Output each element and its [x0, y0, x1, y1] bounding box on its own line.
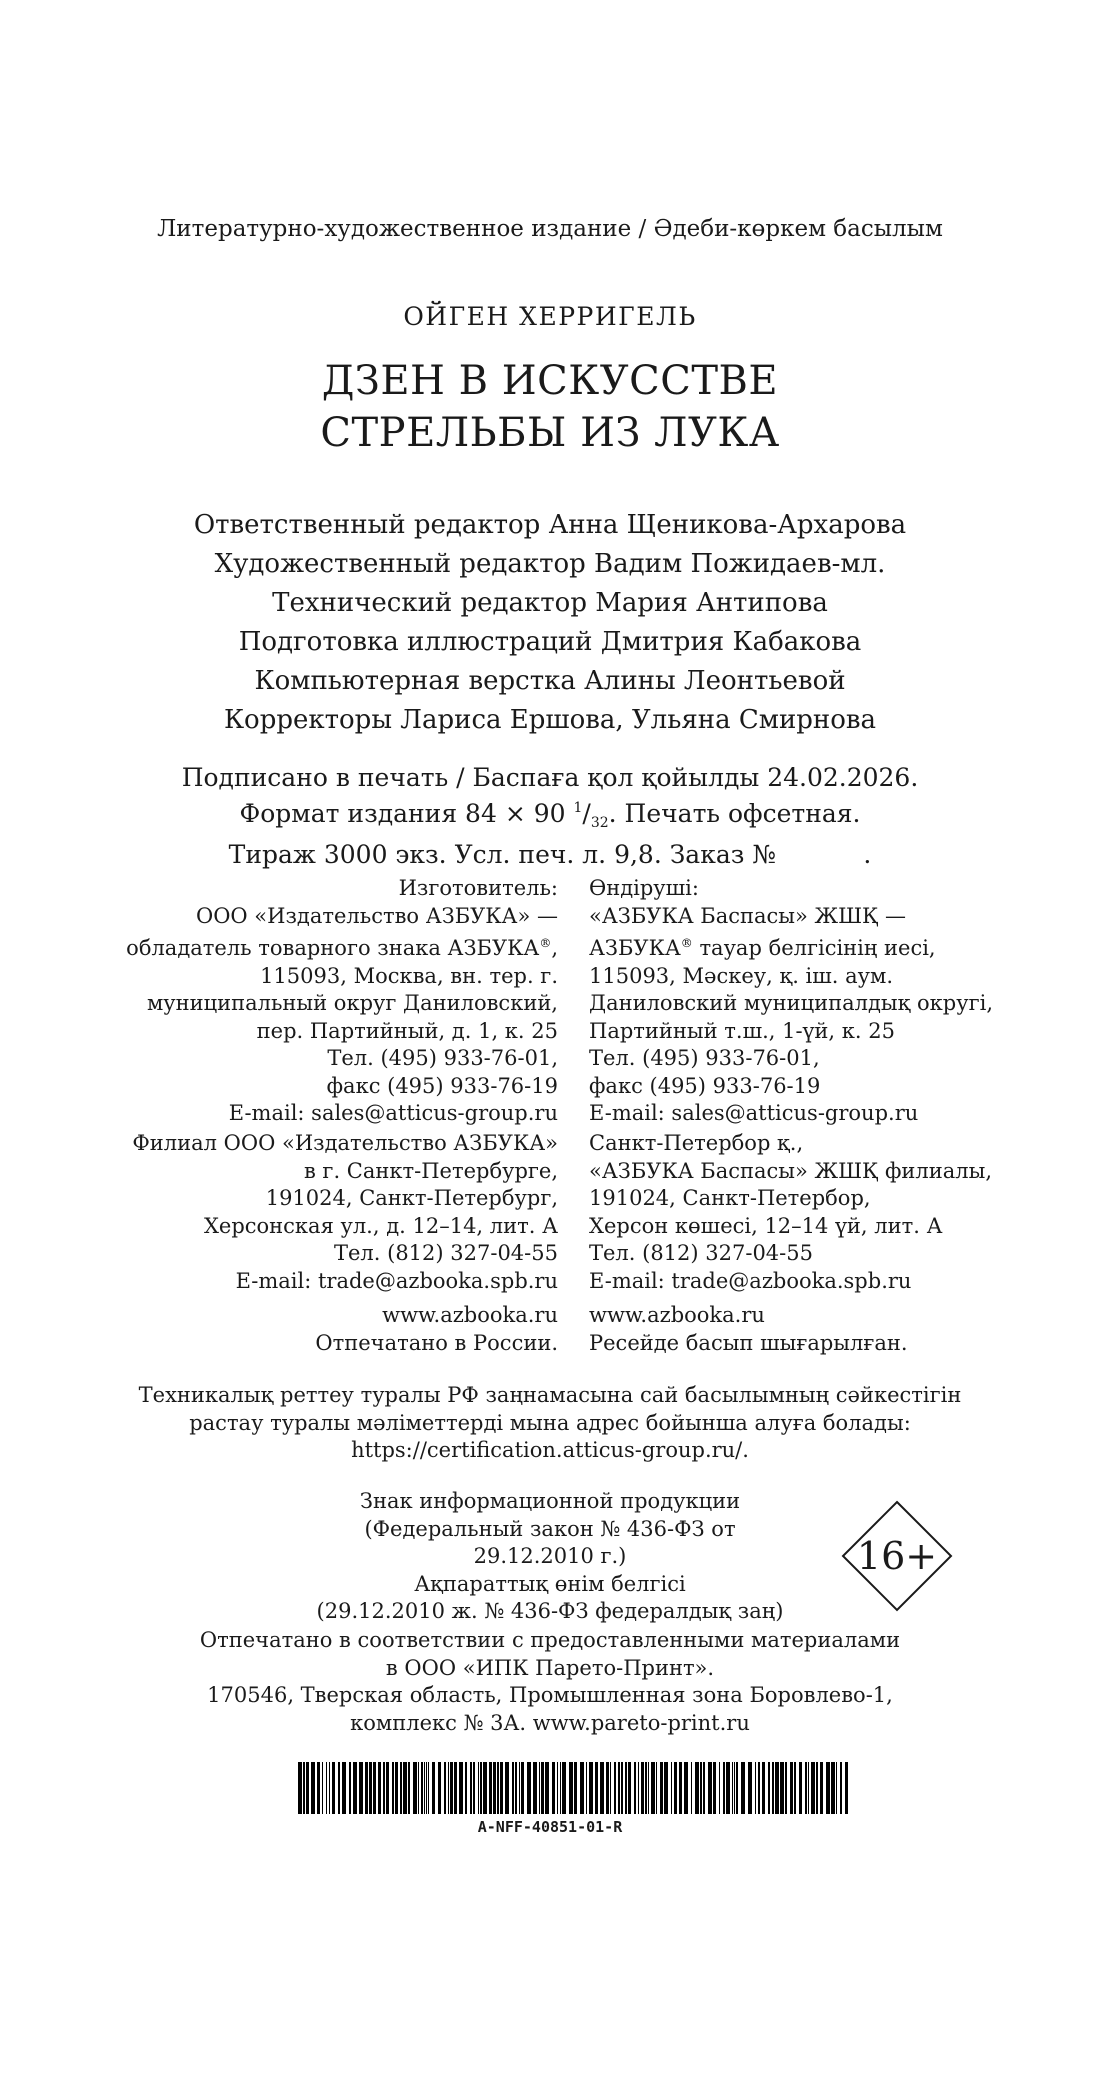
manufacturer-line: Партийный т.ш., 1-үй, к. 25 — [589, 1018, 895, 1043]
manufacturer-line: Тел. (495) 933-76-01, — [327, 1046, 558, 1070]
printed-in-line: Ресейде басып шығарылған. — [589, 1330, 908, 1355]
barcode-bar — [386, 1762, 389, 1814]
barcode-bar — [480, 1762, 482, 1814]
barcode-bar — [473, 1762, 475, 1814]
barcode-bar — [428, 1762, 429, 1814]
barcode-bar — [332, 1762, 335, 1814]
barcode-bar — [444, 1762, 446, 1814]
barcode-bar — [700, 1762, 702, 1814]
barcode-bar — [521, 1762, 524, 1814]
barcode-bar — [424, 1762, 425, 1814]
barcode-bar — [634, 1762, 636, 1814]
barcode-bar — [413, 1762, 417, 1814]
info-product-sign-text — [310, 1488, 790, 1626]
barcode-bar — [326, 1762, 327, 1814]
branch-line: «АЗБУКА Баспасы» ЖШҚ филиалы, — [589, 1158, 993, 1183]
barcode-bar — [519, 1762, 520, 1814]
barcode-bar — [545, 1762, 549, 1814]
barcode-bar — [772, 1762, 774, 1814]
barcode-bar — [826, 1762, 830, 1814]
manufacturer-kz — [589, 875, 993, 1128]
barcode-bar — [732, 1762, 733, 1814]
info-sign-line: (29.12.2010 ж. № 436-ФЗ федералдық заң) — [316, 1599, 784, 1623]
info-sign-line: Знак информационной продукции — [359, 1489, 741, 1513]
barcode-bar — [660, 1762, 663, 1814]
barcode-bar — [426, 1762, 427, 1814]
manufacturer-line: E-mail: sales@atticus-group.ru — [228, 1101, 558, 1125]
barcode-bar — [775, 1762, 779, 1814]
barcode-bar — [478, 1762, 479, 1814]
barcode-bar — [790, 1762, 793, 1814]
barcode-bar — [365, 1762, 368, 1814]
barcode-bar — [648, 1762, 649, 1814]
book-title — [0, 355, 1100, 459]
manufacturer-line: Өндіруші: — [589, 876, 699, 900]
barcode-bar — [539, 1762, 540, 1814]
manufacturer-line: муниципальный округ Даниловский, — [146, 991, 558, 1015]
barcode-bar — [418, 1762, 419, 1814]
barcode-bar — [610, 1762, 611, 1814]
printed-by-line: 170546, Тверская область, Промышленная зона Боровлево-1, — [207, 1683, 893, 1707]
barcode-bar — [512, 1762, 514, 1814]
manufacturer-line: 115093, Мәскеу, қ. іш. аум. — [589, 963, 894, 988]
barcode-bar — [762, 1762, 765, 1814]
barcode-bar — [557, 1762, 558, 1814]
barcode-bar — [840, 1762, 842, 1814]
barcode-bar — [628, 1762, 631, 1814]
barcode-bar — [664, 1762, 668, 1814]
barcode-bar — [723, 1762, 725, 1814]
staff-line: Компьютерная верстка Алины Леонтьевой — [254, 666, 846, 696]
barcode-bar — [395, 1762, 398, 1814]
barcode-bar — [373, 1762, 376, 1814]
barcode-bar — [569, 1762, 573, 1814]
barcode-bar — [369, 1762, 372, 1814]
branch-line: E-mail: trade@azbooka.spb.ru — [235, 1268, 558, 1293]
barcode-bar — [303, 1762, 305, 1814]
barcode-bar — [562, 1762, 566, 1814]
barcode-bar — [811, 1762, 815, 1814]
barcode-bar — [359, 1762, 363, 1814]
barcode-bar — [719, 1762, 720, 1814]
manufacturer-line: факс (495) 933-76-19 — [326, 1073, 558, 1098]
barcode-bar — [808, 1762, 809, 1814]
barcode-bar — [448, 1762, 449, 1814]
branch-line: E-mail: trade@azbooka.spb.ru — [589, 1268, 912, 1293]
barcode-bar — [392, 1762, 394, 1814]
barcode-bar — [515, 1762, 517, 1814]
printed-by-line: комплекс № 3А. www.pareto-print.ru — [350, 1710, 750, 1735]
print-info — [0, 762, 1100, 870]
branch-line: Санкт-Петербор қ., — [589, 1131, 804, 1155]
barcode-bar — [552, 1762, 555, 1814]
staff-line: Технический редактор Мария Антипова — [272, 588, 828, 618]
format-denominator: 32 — [590, 815, 609, 831]
site-kz — [589, 1302, 908, 1357]
barcode-bar — [679, 1762, 682, 1814]
print-run: Тираж 3000 экз. Усл. печ. л. 9,8. Заказ № . — [228, 840, 872, 869]
barcode-bar — [713, 1762, 716, 1814]
age-rating-badge — [841, 1500, 953, 1612]
manufacturer-line: АЗБУКА® тауар белгісінің иесі, — [589, 936, 936, 960]
info-sign-line: (Федеральный закон № 436-ФЗ от 29.12.2010 г.) — [364, 1516, 736, 1568]
format-print-type: . Печать офсетная. — [608, 799, 861, 828]
barcode-bar — [454, 1762, 457, 1814]
website-link[interactable]: www.azbooka.ru — [382, 1303, 558, 1327]
branch-line: Херсонская ул., д. 12–14, лит. А — [203, 1213, 558, 1238]
manufacturer-line: Изготовитель: — [398, 876, 558, 900]
manufacturer-ru — [126, 875, 558, 1128]
staff-line: Художественный редактор Вадим Пожидаев-мл. — [214, 549, 886, 579]
staff-line: Ответственный редактор Анна Щеникова-Архарова — [193, 510, 907, 540]
barcode-bar — [383, 1762, 385, 1814]
branch-line: в г. Санкт-Петербурге, — [303, 1158, 558, 1183]
barcode-bar — [645, 1762, 647, 1814]
signed-to-print: Подписано в печать / Баспаға қол қойылды 24.02.2026. — [181, 763, 919, 792]
barcode-bar — [695, 1762, 699, 1814]
book-title-line: ДЗЕН В ИСКУССТВЕ — [321, 358, 779, 404]
manufacturer-line: 115093, Москва, вн. тер. г. — [260, 963, 558, 988]
barcode-bar — [317, 1762, 320, 1814]
barcode-bar — [656, 1762, 657, 1814]
branch-line: 191024, Санкт-Петербург, — [265, 1186, 558, 1210]
barcode-bar — [726, 1762, 730, 1814]
barcode-bar — [450, 1762, 453, 1814]
publication-genre: Литературно-художественное издание / Әдеби-көркем басылым — [157, 216, 943, 242]
barcode-bar — [748, 1762, 752, 1814]
printed-by-line: в ООО «ИПК Парето-Принт». — [385, 1655, 715, 1680]
barcode-bar — [831, 1762, 835, 1814]
barcode-bar — [671, 1762, 672, 1814]
barcode-bar — [459, 1762, 463, 1814]
barcode-bar — [816, 1762, 818, 1814]
barcode-bar — [589, 1762, 593, 1814]
barcode-bar — [768, 1762, 770, 1814]
manufacturer-line: обладатель товарного знака АЗБУКА®, — [126, 936, 558, 960]
book-author: ОЙГЕН ХЕРРИГЕЛЬ — [403, 302, 697, 331]
branch-kz — [589, 1130, 992, 1295]
barcode-bar — [618, 1762, 620, 1814]
barcode-bar — [403, 1762, 407, 1814]
tech-regulation-line: Техникалық реттеу туралы РФ заңнамасына сай басылымның сәйкестігін — [138, 1383, 962, 1407]
barcode-bar — [580, 1762, 584, 1814]
printed-by-line: Отпечатано в соответствии с предоставленными материалами — [199, 1628, 901, 1652]
barcode-bar — [342, 1762, 346, 1814]
barcode-bar — [541, 1762, 544, 1814]
manufacturer-line: Тел. (495) 933-76-01, — [589, 1046, 820, 1070]
barcode-bar — [527, 1762, 531, 1814]
manufacturer-line: Даниловский муниципалдық округі, — [589, 991, 993, 1015]
branch-line: Тел. (812) 327-04-55 — [334, 1241, 558, 1265]
website-link[interactable]: www.azbooka.ru — [589, 1303, 765, 1327]
barcode-bar — [703, 1762, 705, 1814]
barcode-bar — [845, 1762, 848, 1814]
barcode-bar — [684, 1762, 688, 1814]
branch-line: Филиал ООО «Издательство АЗБУКА» — [132, 1131, 558, 1155]
editorial-staff — [0, 506, 1100, 740]
book-title-line: СТРЕЛЬБЫ ИЗ ЛУКА — [320, 410, 780, 456]
barcode-bar — [638, 1762, 639, 1814]
barcode-bar — [465, 1762, 467, 1814]
barcode-bar — [298, 1762, 302, 1814]
barcode-bar — [799, 1762, 802, 1814]
barcode-bar — [322, 1762, 323, 1814]
barcode-bar — [438, 1762, 441, 1814]
barcode-bar — [306, 1762, 309, 1814]
info-sign-line: Ақпараттық өнім белгісі — [414, 1571, 686, 1596]
barcode-bar — [736, 1762, 738, 1814]
branch-line: Херсон көшесі, 12–14 үй, лит. А — [589, 1213, 943, 1238]
format-line: Формат издания 84 × 90 $^1/_{32}$. Печать офсетная. — [239, 799, 861, 831]
barcode-bar — [421, 1762, 423, 1814]
barcode-bar — [794, 1762, 796, 1814]
branch-line: 191024, Санкт-Петербор, — [589, 1186, 871, 1210]
barcode-bar — [338, 1762, 340, 1814]
barcode-bar — [651, 1762, 655, 1814]
barcode-bar — [432, 1762, 435, 1814]
barcode-bar — [758, 1762, 760, 1814]
barcode-bar — [614, 1762, 616, 1814]
tech-regulation-line: растау туралы мәліметтерді мына адрес бойынша алуға болады: — [189, 1410, 911, 1435]
certification-link[interactable]: https://certification.atticus-group.ru/. — [351, 1438, 749, 1462]
barcode-bar — [621, 1762, 623, 1814]
barcode-bar — [586, 1762, 587, 1814]
manufacturer-line: факс (495) 933-76-19 — [589, 1073, 821, 1098]
barcode-bar — [606, 1762, 609, 1814]
branch-line: Тел. (812) 327-04-55 — [589, 1241, 813, 1265]
barcode-bar — [780, 1762, 784, 1814]
barcode-bar — [641, 1762, 644, 1814]
barcode-bar — [691, 1762, 692, 1814]
barcode-bar — [408, 1762, 410, 1814]
manufacturer-line: «АЗБУКА Баспасы» ЖШҚ — — [589, 903, 906, 928]
barcode-bar — [311, 1762, 315, 1814]
staff-line: Подготовка иллюстраций Дмитрия Кабакова — [238, 627, 862, 657]
barcode-bar — [493, 1762, 496, 1814]
age-rating-label: 16+ — [856, 1534, 938, 1578]
branch-ru — [132, 1130, 558, 1295]
barcode-bar — [836, 1762, 837, 1814]
barcode-bar — [574, 1762, 577, 1814]
manufacturer-line: пер. Партийный, д. 1, к. 25 — [256, 1018, 558, 1043]
barcode-bar — [349, 1762, 351, 1814]
barcode-bar — [595, 1762, 598, 1814]
barcode-bar — [625, 1762, 627, 1814]
barcode-bar — [734, 1762, 735, 1814]
manufacturer-line: E-mail: sales@atticus-group.ru — [589, 1101, 919, 1125]
barcode-bar — [755, 1762, 756, 1814]
barcode-bar — [329, 1762, 330, 1814]
barcode-bar — [353, 1762, 357, 1814]
printed-in-line: Отпечатано в России. — [315, 1330, 558, 1355]
barcode-bar — [533, 1762, 537, 1814]
barcode-bar — [505, 1762, 509, 1814]
barcode-bar — [497, 1762, 499, 1814]
barcode-bar — [741, 1762, 745, 1814]
barcode-bar — [820, 1762, 823, 1814]
barcode-bar — [400, 1762, 402, 1814]
format-text: Формат издания 84 × 90 — [239, 799, 574, 828]
barcode-bar — [470, 1762, 472, 1814]
barcode-bar — [560, 1762, 561, 1814]
barcode-bar — [489, 1762, 492, 1814]
printed-by-note — [0, 1627, 1100, 1737]
barcode-bar — [708, 1762, 712, 1814]
barcode — [298, 1762, 850, 1814]
tech-regulation-note — [0, 1382, 1100, 1465]
barcode-bar — [674, 1762, 677, 1814]
barcode-bar — [785, 1762, 787, 1814]
barcode-bar — [483, 1762, 487, 1814]
site-ru — [315, 1302, 558, 1357]
barcode-bar — [500, 1762, 503, 1814]
barcode-label: A-NFF-40851-01-R — [477, 1818, 623, 1836]
barcode-bar — [805, 1762, 807, 1814]
barcode-bar — [600, 1762, 604, 1814]
staff-line: Корректоры Лариса Ершова, Ульяна Смирнова — [223, 705, 877, 735]
manufacturer-line: ООО «Издательство АЗБУКА» — — [195, 903, 558, 928]
barcode-bar — [378, 1762, 381, 1814]
format-numerator: 1 — [573, 800, 583, 816]
